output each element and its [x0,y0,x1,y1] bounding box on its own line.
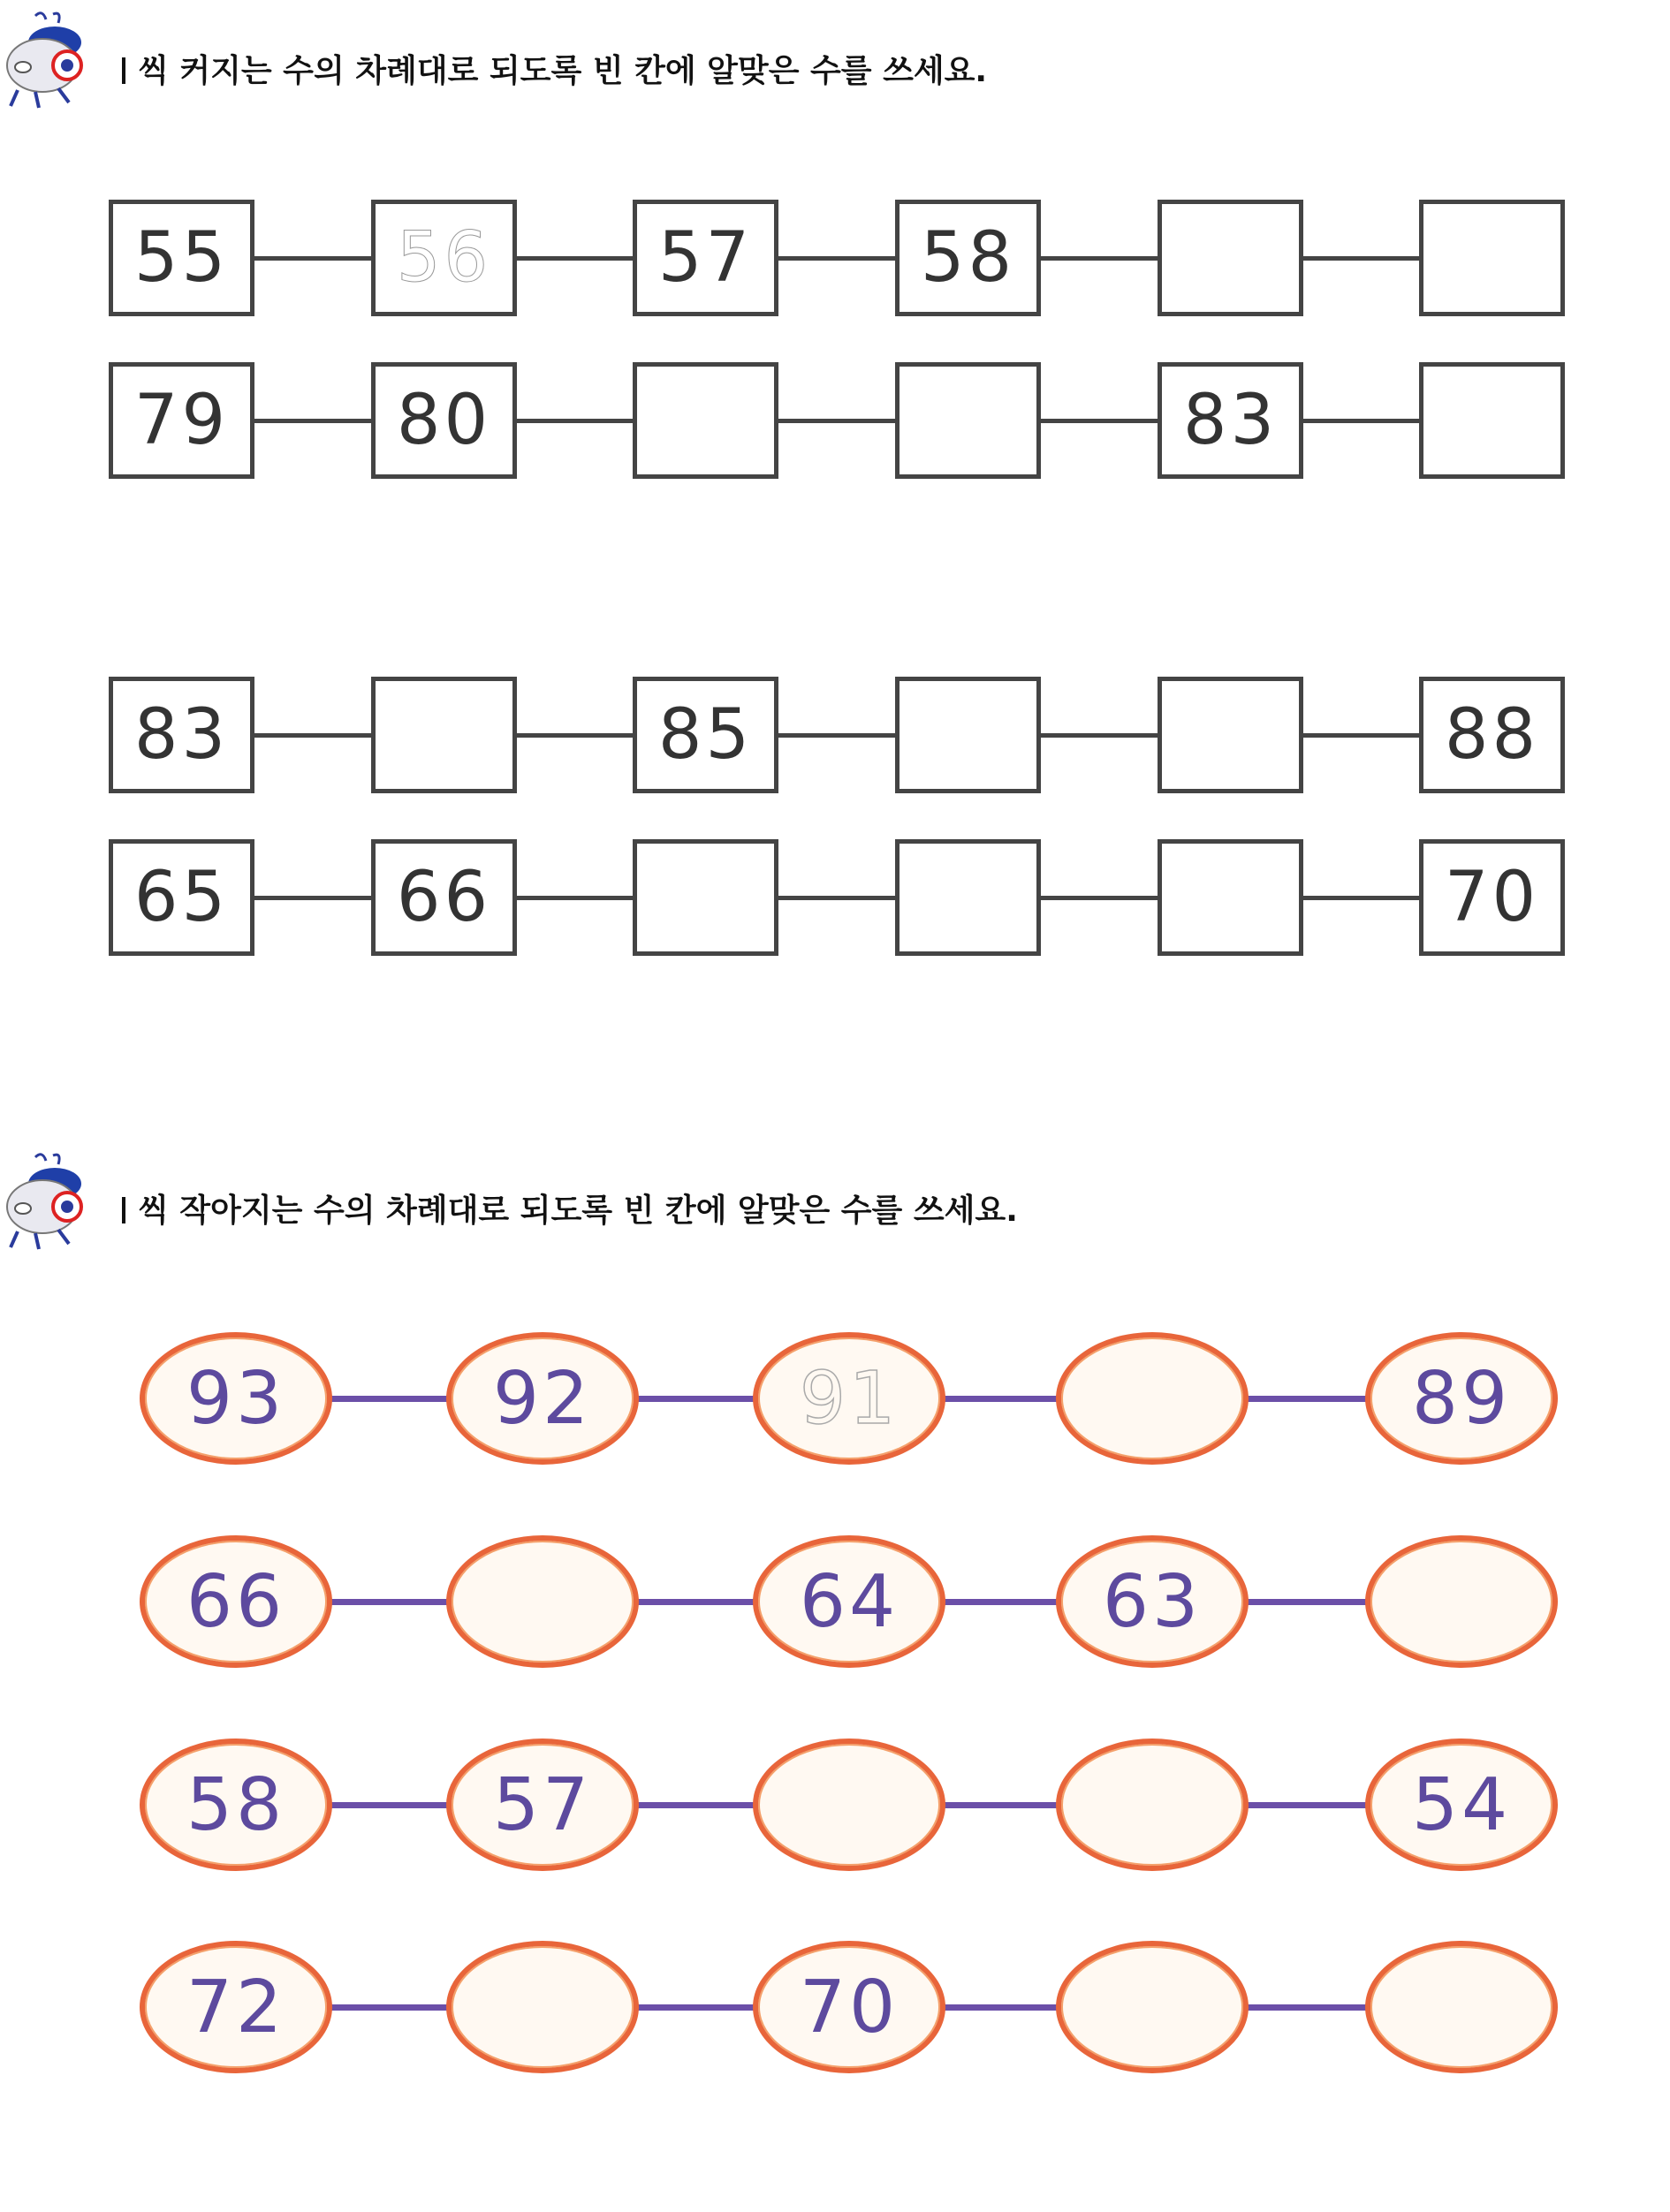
box-connector-line [517,256,633,261]
number-oval: 93 [140,1332,332,1465]
box-connector-line [517,896,633,900]
oval-connector-line [1245,1396,1369,1402]
box-connector-line [1041,256,1158,261]
instruction-text [122,46,987,91]
oval-connector-line [1245,1802,1369,1808]
box-connector-line [778,733,895,738]
oval-connector-line [329,1396,450,1402]
number-box: 88 [1419,677,1565,793]
box-connector-line [1041,419,1158,423]
number-oval: 63 [1056,1535,1249,1668]
empty-answer-box[interactable] [1158,200,1303,316]
number-oval: 66 [140,1535,332,1668]
number-box: 56 [371,200,517,316]
instruction-label: 씩 작아지는 수의 차례대로 되도록 빈 칸에 알맞은 수를 쓰세요. [138,1193,1018,1229]
mascot-robot-icon [0,1150,97,1256]
box-connector-line [517,419,633,423]
box-connector-line [254,896,371,900]
empty-answer-box[interactable] [633,839,778,956]
number-box: 85 [633,677,778,793]
box-connector-line [1303,896,1419,900]
number-box: 79 [109,362,254,479]
oval-connector-line [635,1396,756,1402]
empty-answer-oval[interactable] [1056,1739,1249,1871]
number-box: 58 [895,200,1041,316]
mascot-robot-icon [0,9,97,115]
number-box: 57 [633,200,778,316]
number-one-mark [122,1197,125,1223]
oval-connector-line [942,1396,1059,1402]
section-1-header [0,9,1670,115]
number-oval: 89 [1365,1332,1558,1465]
number-oval: 57 [446,1739,639,1871]
number-oval: 64 [753,1535,945,1668]
empty-answer-box[interactable] [1158,839,1303,956]
box-connector-line [517,733,633,738]
box-connector-line [1303,256,1419,261]
box-connector-line [1303,419,1419,423]
number-one-mark [122,57,125,84]
empty-answer-box[interactable] [1419,200,1565,316]
oval-connector-line [1245,2004,1369,2011]
number-oval: 58 [140,1739,332,1871]
oval-connector-line [635,1802,756,1808]
box-connector-line [1041,733,1158,738]
empty-answer-box[interactable] [895,839,1041,956]
box-connector-line [778,256,895,261]
section-2-header [0,1150,1670,1256]
oval-connector-line [329,2004,450,2011]
number-oval: 70 [753,1941,945,2073]
oval-connector-line [1245,1599,1369,1605]
oval-connector-line [329,1599,450,1605]
number-box: 66 [371,839,517,956]
empty-answer-box[interactable] [895,362,1041,479]
oval-connector-line [635,1599,756,1605]
empty-answer-oval[interactable] [1056,1941,1249,2073]
box-connector-line [254,733,371,738]
number-oval: 91 [753,1332,945,1465]
box-connector-line [1041,896,1158,900]
box-connector-line [778,896,895,900]
number-box: 55 [109,200,254,316]
box-connector-line [254,256,371,261]
number-box: 80 [371,362,517,479]
empty-answer-oval[interactable] [1365,1941,1558,2073]
oval-connector-line [942,2004,1059,2011]
empty-answer-box[interactable] [633,362,778,479]
oval-connector-line [942,1802,1059,1808]
number-box: 83 [109,677,254,793]
box-connector-line [778,419,895,423]
empty-answer-oval[interactable] [1365,1535,1558,1668]
number-box: 70 [1419,839,1565,956]
empty-answer-box[interactable] [1158,677,1303,793]
instruction-text [122,1186,1018,1231]
box-connector-line [254,419,371,423]
number-oval: 72 [140,1941,332,2073]
number-box: 83 [1158,362,1303,479]
empty-answer-oval[interactable] [446,1941,639,2073]
number-oval: 92 [446,1332,639,1465]
instruction-label: 씩 커지는 수의 차례대로 되도록 빈 칸에 알맞은 수를 쓰세요. [138,53,988,89]
oval-connector-line [942,1599,1059,1605]
oval-connector-line [329,1802,450,1808]
empty-answer-box[interactable] [371,677,517,793]
empty-answer-box[interactable] [1419,362,1565,479]
number-box: 65 [109,839,254,956]
empty-answer-box[interactable] [895,677,1041,793]
box-connector-line [1303,733,1419,738]
empty-answer-oval[interactable] [446,1535,639,1668]
oval-connector-line [635,2004,756,2011]
number-oval: 54 [1365,1739,1558,1871]
empty-answer-oval[interactable] [753,1739,945,1871]
empty-answer-oval[interactable] [1056,1332,1249,1465]
